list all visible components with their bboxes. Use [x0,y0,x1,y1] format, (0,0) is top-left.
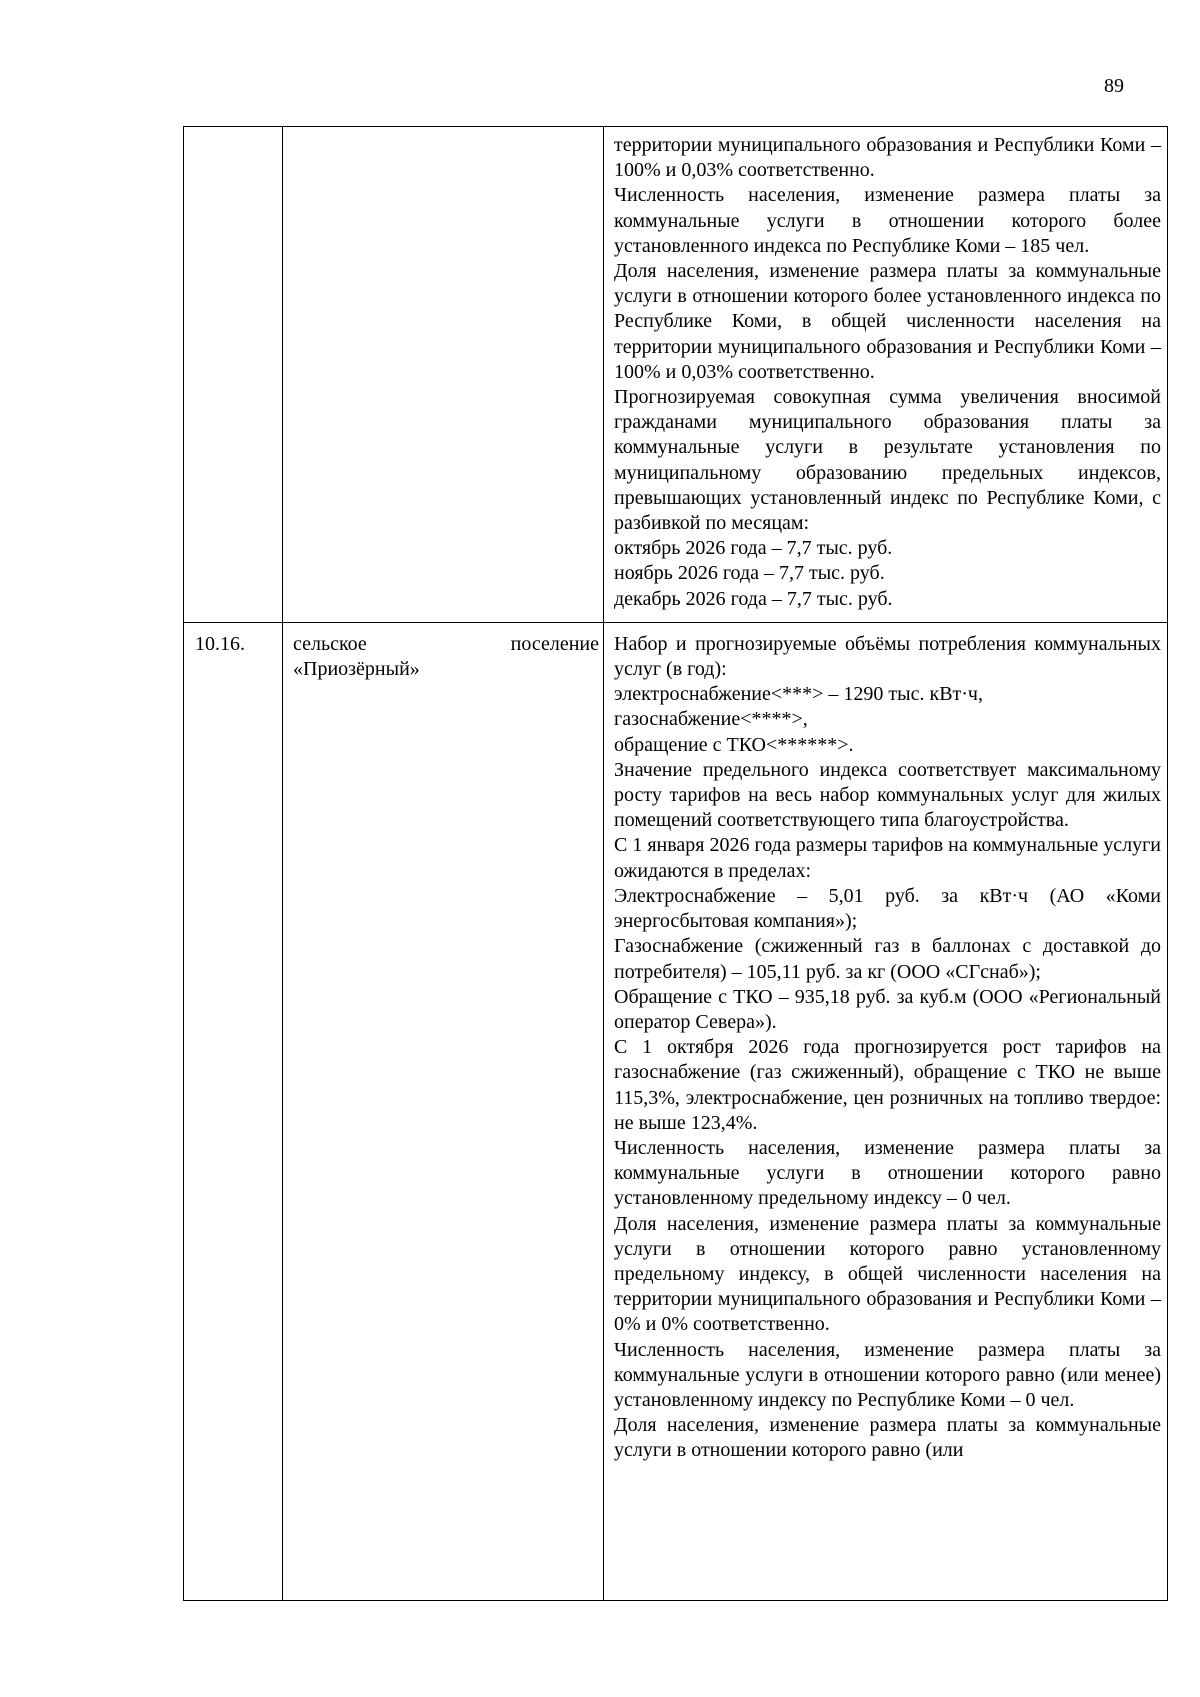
municipality-type-word: поселение [510,632,599,655]
indicator-paragraph: Численность населения, изменение размера платы за коммунальные услуги в отношении которого равно установленному предельному индексу – 0 чел. [614,1136,1161,1210]
page-number: 89 [1104,75,1124,97]
municipality-type-word: сельское [293,632,367,655]
municipality-type [293,632,599,657]
indicators-cell [604,127,1168,623]
indicator-paragraph: Доля населения, изменение размера платы за коммунальные услуги в отношении которого равно установленному предельному индексу, в общей численности населения на территории муниципального образования и Республики Коми – 0% и 0% соответственно. [614,1212,1161,1336]
indicator-paragraph: Численность населения, изменение размера платы за коммунальные услуги в отношении которого равно (или менее) установленному индексу по Республике Коми – 0 чел. [614,1338,1161,1411]
table-row [184,127,1168,623]
row-number-cell: 10.16. [184,622,283,1600]
service-line: обращение с ТКО<******>. [614,733,854,756]
municipality-name: «Приозёрный» [293,658,420,681]
indicators-cell [604,622,1168,1600]
indicator-paragraph: Доля населения, изменение размера платы за коммунальные услуги в отношении которого более установленного индекса по Республике Коми, в общей численности населения на территории муниципального образования и Республики Коми – 100% и 0,03% соответственно. [614,260,1161,383]
indicator-paragraph: Прогнозируемая совокупная сумма увеличения вносимой гражданами муниципального образования платы за коммунальные услуги в результате установления по муниципальному образованию предельных индексов, превышающих установленный индекс по Республике Коми, с разбивкой по месяцам: [614,386,1161,535]
indicator-paragraph: Значение предельного индекса соответствует максимальному росту тарифов на весь набор коммунальных услуг для жилых помещений соответствующего типа благоустройства. [614,758,1161,832]
service-line: электроснабжение<***> – 1290 тыс. кВт·ч, [614,683,983,706]
indicator-paragraph: Обращение с ТКО – 935,18 руб. за куб.м (ООО «Региональный оператор Севера»). [614,985,1161,1033]
indicator-paragraph: Газоснабжение (сжиженный газ в баллонах с доставкой до потребителя) – 105,11 руб. за кг (ООО «СГснаб»); [614,935,1161,983]
indicator-paragraph: Доля населения, изменение размера платы за коммунальные услуги в отношении которого равно (или [614,1414,1161,1462]
service-line: газоснабжение<****>, [614,708,808,731]
table-row [184,622,1168,1600]
indicator-paragraph: Численность населения, изменение размера платы за коммунальные услуги в отношении которого более установленного индекса по Республике Коми – 185 чел. [614,184,1161,257]
municipality-name-cell [283,622,604,1600]
municipality-name-cell [283,127,604,623]
document-table [183,126,1168,1601]
month-amount-line: декабрь 2026 года – 7,7 тыс. руб. [614,587,893,610]
indicator-paragraph: Электроснабжение – 5,01 руб. за кВт·ч (АО «Коми энергосбытовая компания»); [614,884,1161,933]
month-amount-line: октябрь 2026 года – 7,7 тыс. руб. [614,537,893,560]
month-amount-line: ноябрь 2026 года – 7,7 тыс. руб. [614,562,885,585]
indicator-paragraph: Набор и прогнозируемые объёмы потребления коммунальных услуг (в год): [614,632,1161,681]
indicator-paragraph: территории муниципального образования и Республики Коми – 100% и 0,03% соответственно. [614,134,1161,182]
indicator-paragraph: С 1 октября 2026 года прогнозируется рост тарифов на газоснабжение (газ сжиженный), обращение с ТКО не выше 115,3%, электроснабжение, цен розничных на топливо твердое: не выше 123,4%. [614,1036,1161,1134]
row-number-cell [184,127,283,623]
indicator-paragraph: С 1 января 2026 года размеры тарифов на коммунальные услуги ожидаются в пределах: [614,834,1161,882]
